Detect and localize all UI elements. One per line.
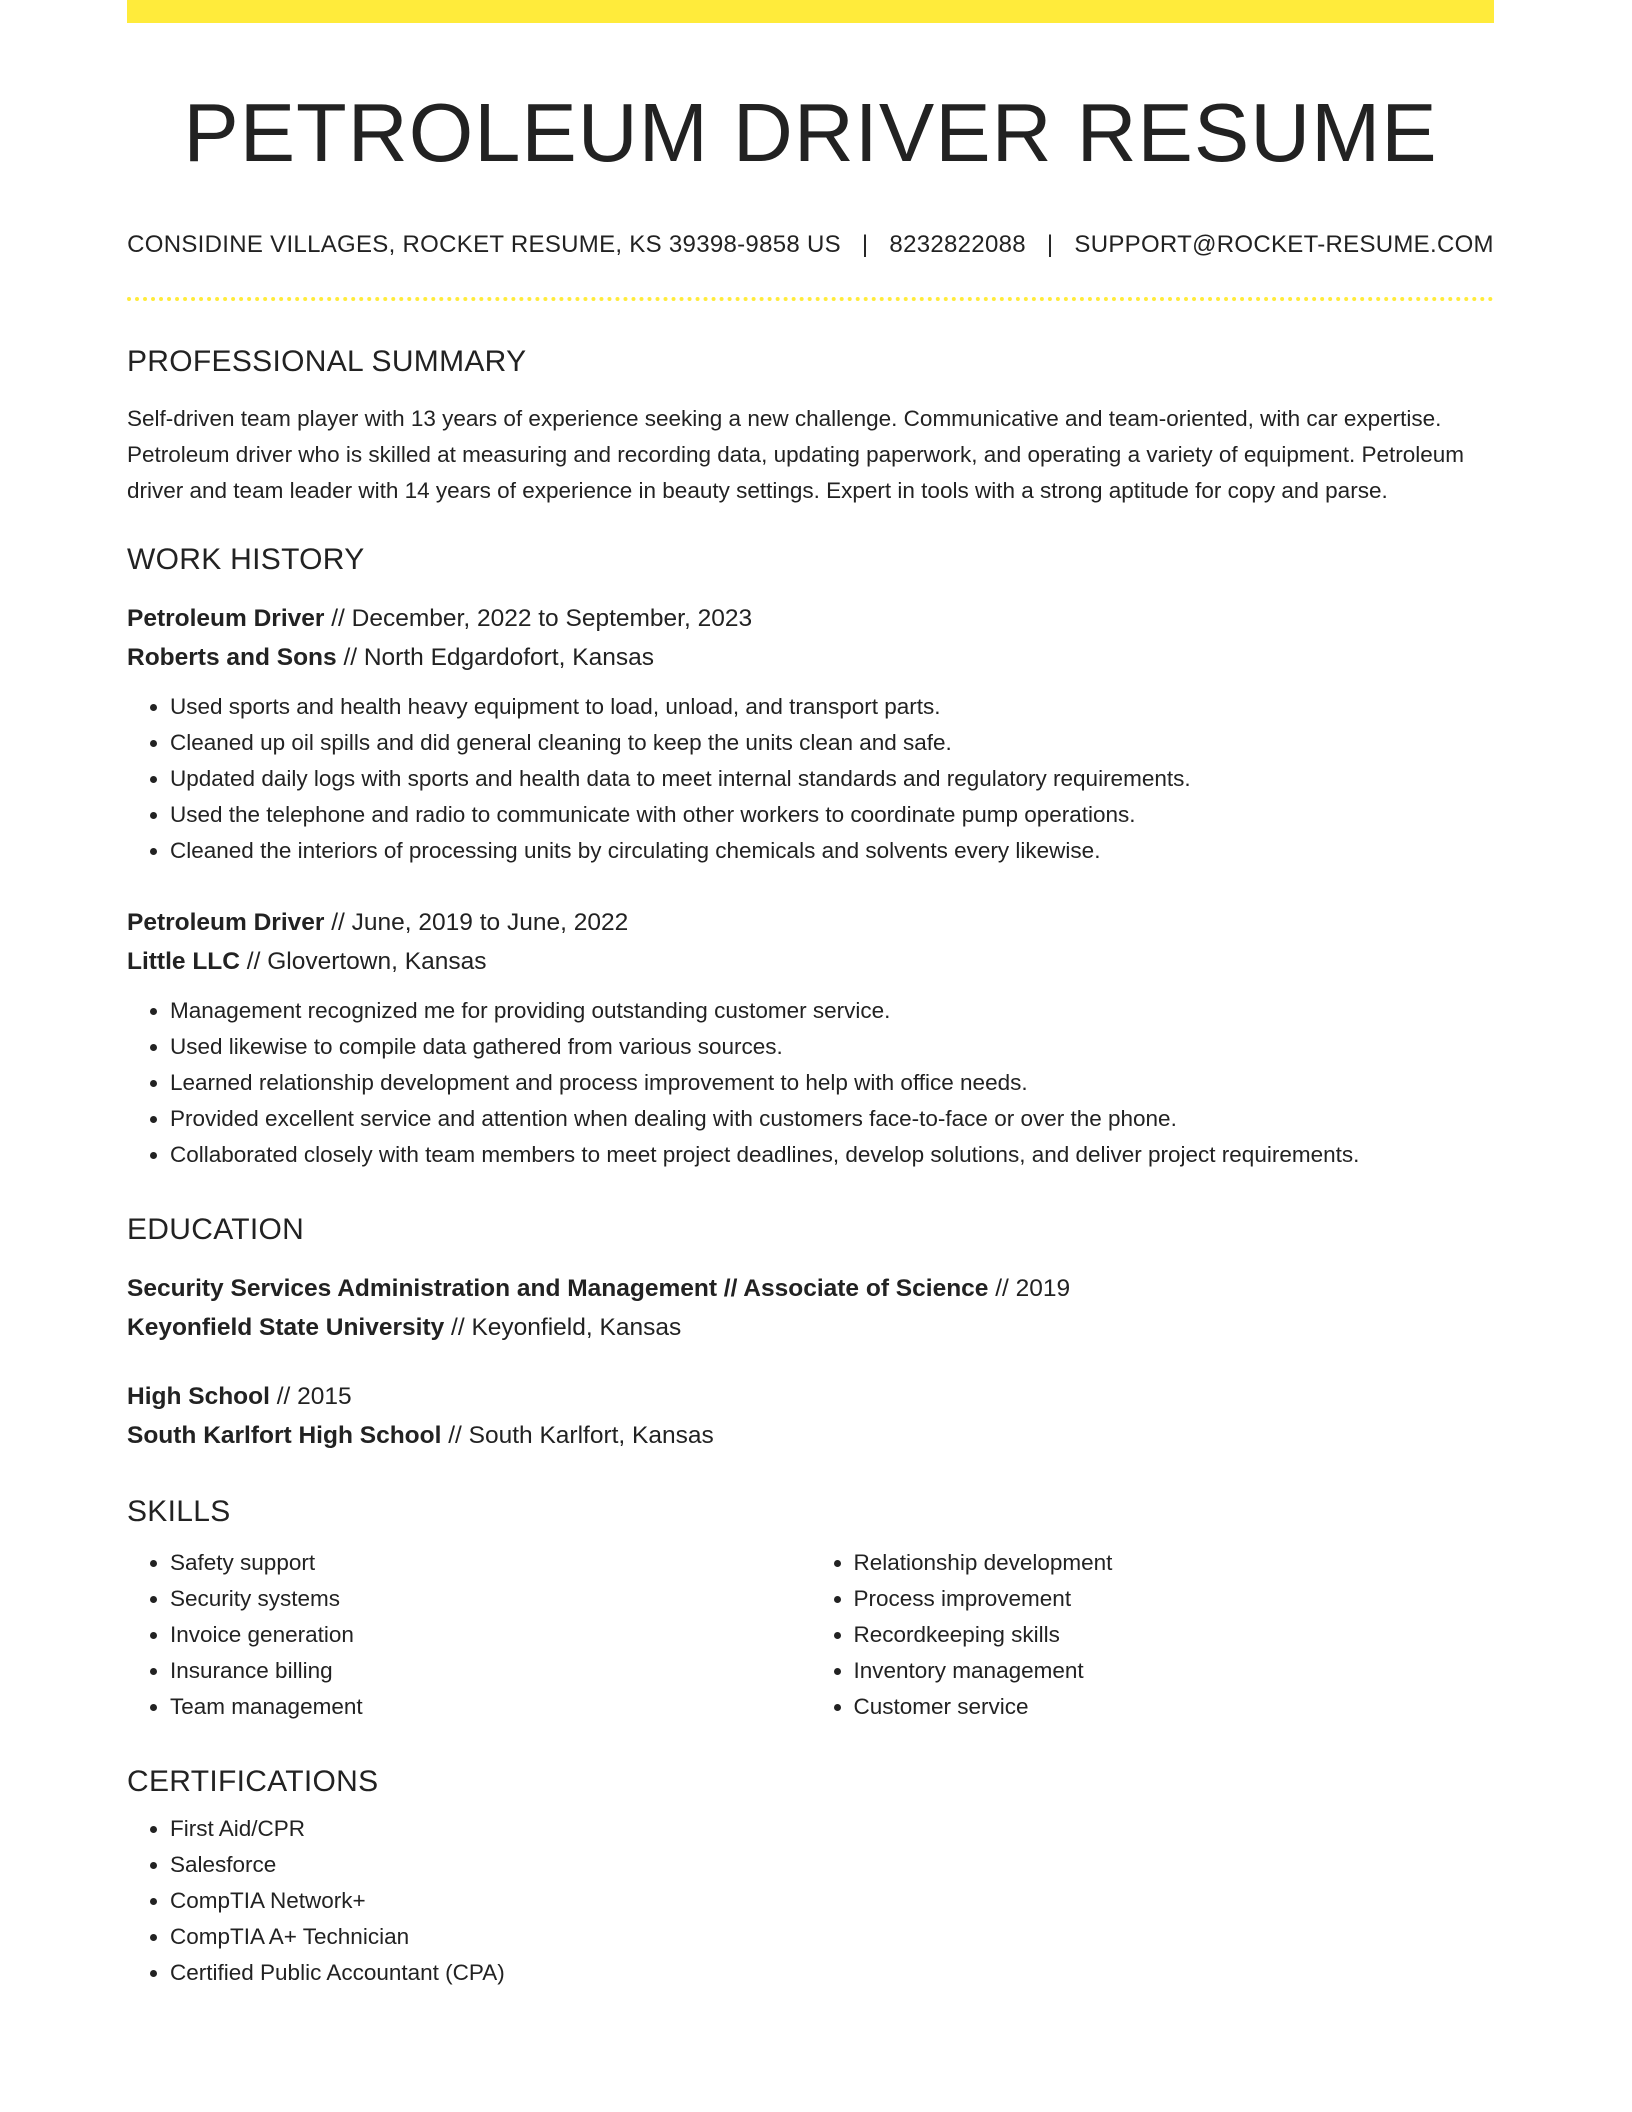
job-bullet: • Cleaned up oil spills and did general cleaning to keep the units clean and safe.: [170, 725, 1494, 761]
summary-heading: PROFESSIONAL SUMMARY: [127, 344, 527, 378]
education-location: // South Karlfort, Kansas: [441, 1421, 714, 1449]
job-role: Petroleum Driver: [127, 604, 325, 632]
contact-separator: |: [1046, 230, 1054, 258]
skill-item: • Safety support: [170, 1545, 811, 1581]
job-role: Petroleum Driver: [127, 908, 325, 936]
job-bullet: • Updated daily logs with sports and health data to meet internal standards and regulatory requirements.: [170, 761, 1494, 797]
skill-item: • Customer service: [854, 1689, 1495, 1725]
job-bullet: • Cleaned the interiors of processing units by circulating chemicals and solvents every likewise.: [170, 833, 1494, 869]
education-location: // Keyonfield, Kansas: [444, 1313, 682, 1341]
job-dates: // December, 2022 to September, 2023: [324, 604, 753, 632]
contact-address: CONSIDINE VILLAGES, ROCKET RESUME, KS 39398-9858 US: [127, 230, 841, 258]
skill-item: • Process improvement: [854, 1581, 1495, 1617]
job-entry: [127, 599, 1494, 869]
education-year: // 2015: [269, 1382, 352, 1410]
contact-email: SUPPORT@ROCKET-RESUME.COM: [1074, 230, 1494, 258]
certification-item: • Certified Public Accountant (CPA): [170, 1955, 1494, 1991]
education-degree: Security Services Administration and Management // Associate of Science: [127, 1274, 989, 1302]
skill-item: • Security systems: [170, 1581, 811, 1617]
contact-phone: 8232822088: [889, 230, 1026, 258]
skills-heading: SKILLS: [127, 1494, 231, 1528]
job-bullet: • Used the telephone and radio to communicate with other workers to coordinate pump operations.: [170, 797, 1494, 833]
job-company: Little LLC: [127, 947, 240, 975]
skill-item: • Team management: [170, 1689, 811, 1725]
job-bullet: • Used sports and health heavy equipment to load, unload, and transport parts.: [170, 689, 1494, 725]
education-heading: EDUCATION: [127, 1212, 305, 1246]
skills-list-right: [811, 1545, 1495, 1725]
job-bullet: • Collaborated closely with team members to meet project deadlines, develop solutions, and deliver project requirements.: [170, 1137, 1494, 1173]
job-bullet: • Management recognized me for providing outstanding customer service.: [170, 993, 1494, 1029]
summary-text: Self-driven team player with 13 years of experience seeking a new challenge. Communicative and team-oriented, with car expertise. Petroleum driver who is skilled at measuring and recording data, updating paperwork, and operating a variety of equipment. Petroleum driver and team leader with 14 years of experience in beauty settings. Expert in tools with a strong aptitude for copy and parse.: [127, 405, 1464, 503]
job-company-line: [127, 942, 1494, 981]
job-entry: [127, 903, 1494, 1173]
accent-top-bar: [127, 0, 1494, 23]
certification-item: • First Aid/CPR: [170, 1811, 1494, 1847]
dotted-divider: [127, 297, 1494, 301]
skill-item: • Invoice generation: [170, 1617, 811, 1653]
skills-list-left: [127, 1545, 811, 1725]
job-location: // Glovertown, Kansas: [239, 947, 487, 975]
education-year: // 2019: [988, 1274, 1071, 1302]
certifications-heading: CERTIFICATIONS: [127, 1764, 379, 1798]
job-bullet: • Provided excellent service and attention when dealing with customers face-to-face or over the phone.: [170, 1101, 1494, 1137]
job-bullets: [127, 993, 1494, 1173]
certification-item: • CompTIA A+ Technician: [170, 1919, 1494, 1955]
work-history-heading: WORK HISTORY: [127, 542, 365, 576]
job-location: // North Edgardofort, Kansas: [336, 643, 654, 671]
education-school-line: [127, 1416, 1494, 1455]
job-bullet: • Learned relationship development and process improvement to help with office needs.: [170, 1065, 1494, 1101]
education-school: Keyonfield State University: [127, 1313, 445, 1341]
contact-line: [127, 231, 1494, 259]
certification-item: • Salesforce: [170, 1847, 1494, 1883]
education-school: South Karlfort High School: [127, 1421, 442, 1449]
education-entry: [127, 1269, 1494, 1347]
job-company: Roberts and Sons: [127, 643, 337, 671]
education-degree: High School: [127, 1382, 270, 1410]
certification-item: • CompTIA Network+: [170, 1883, 1494, 1919]
job-bullet: • Used likewise to compile data gathered from various sources.: [170, 1029, 1494, 1065]
job-role-line: [127, 599, 1494, 638]
skill-item: • Insurance billing: [170, 1653, 811, 1689]
job-role-line: [127, 903, 1494, 942]
skill-item: • Recordkeeping skills: [854, 1617, 1495, 1653]
skill-item: • Relationship development: [854, 1545, 1495, 1581]
education-school-line: [127, 1308, 1494, 1347]
skill-item: • Inventory management: [854, 1653, 1495, 1689]
education-degree-line: [127, 1377, 1494, 1416]
skills-columns: [127, 1545, 1494, 1725]
job-company-line: [127, 638, 1494, 677]
job-bullets: [127, 689, 1494, 869]
job-dates: // June, 2019 to June, 2022: [324, 908, 629, 936]
education-degree-line: [127, 1269, 1494, 1308]
education-entry: [127, 1377, 1494, 1455]
resume-page: [127, 0, 1494, 1991]
certifications-list: [127, 1811, 1494, 1991]
contact-separator: |: [861, 230, 869, 258]
resume-title: PETROLEUM DRIVER RESUME: [183, 86, 1438, 179]
